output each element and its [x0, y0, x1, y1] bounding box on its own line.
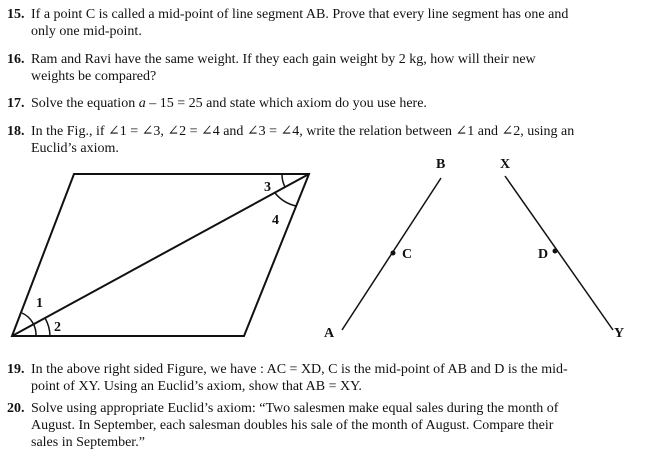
question-text: If a point C is called a mid-point of line segment AB. Prove that every line segment has one and: [31, 7, 569, 22]
question-text-cont-2: sales in September.”: [31, 435, 145, 450]
question-number: 19.: [7, 362, 25, 377]
question-20: [7, 400, 637, 451]
question-text: Solve the equation: [31, 96, 139, 111]
question-text-cont: point of XY. Using an Euclid’s axiom, show that AB = XY.: [31, 379, 362, 394]
question-number: 16.: [7, 52, 25, 67]
parallelogram-figure: [12, 174, 309, 336]
question-text: Ram and Ravi have the same weight. If they each gain weight by 2 kg, how will their new: [31, 52, 536, 67]
question-number: 17.: [7, 96, 25, 111]
angle-arc-4: [275, 193, 296, 206]
label-x: X: [500, 157, 511, 172]
question-text-cont: weights be compared?: [31, 69, 157, 84]
angle-label-2: 2: [54, 320, 61, 335]
question-number: 20.: [7, 401, 25, 416]
segment-xy: [505, 176, 613, 330]
question-text: In the Fig., if ∠1 = ∠3, ∠2 = ∠4 and ∠3 = ∠4, write the relation between ∠1 and ∠2, using an: [31, 124, 575, 139]
angle-arc-2: [45, 318, 50, 336]
question-text: Solve using appropriate Euclid’s axiom: “Two salesmen make equal sales during the month of: [31, 401, 559, 416]
label-c: C: [402, 247, 413, 262]
question-19: [7, 361, 637, 395]
angle-label-1: 1: [36, 296, 43, 311]
math-variable: a: [138, 96, 146, 111]
segments-figure: [342, 176, 613, 330]
label-b: B: [436, 157, 446, 172]
angle-label-4: 4: [272, 213, 279, 228]
question-text-cont: August. In September, each salesman doubles his sale of the month of August. Compare their: [31, 418, 554, 433]
question-text-cont: Euclid’s axiom.: [31, 141, 119, 156]
angle-label-3: 3: [264, 180, 271, 195]
angle-arc-1: [22, 313, 36, 336]
point-d: [553, 249, 558, 254]
question-text-rest: – 15 = 25 and state which axiom do you use here.: [145, 96, 427, 111]
label-y: Y: [614, 326, 625, 341]
label-d: D: [538, 247, 549, 262]
point-c: [391, 251, 396, 256]
label-a: A: [324, 326, 335, 341]
diagonal: [12, 174, 309, 336]
question-text: In the above right sided Figure, we have : AC = XD, C is the mid-point of AB and D is the mid-: [31, 362, 568, 377]
question-number: 18.: [7, 124, 25, 139]
question-number: 15.: [7, 7, 25, 22]
angle-arc-3: [282, 174, 285, 187]
question-text-cont: only one mid-point.: [31, 24, 142, 39]
